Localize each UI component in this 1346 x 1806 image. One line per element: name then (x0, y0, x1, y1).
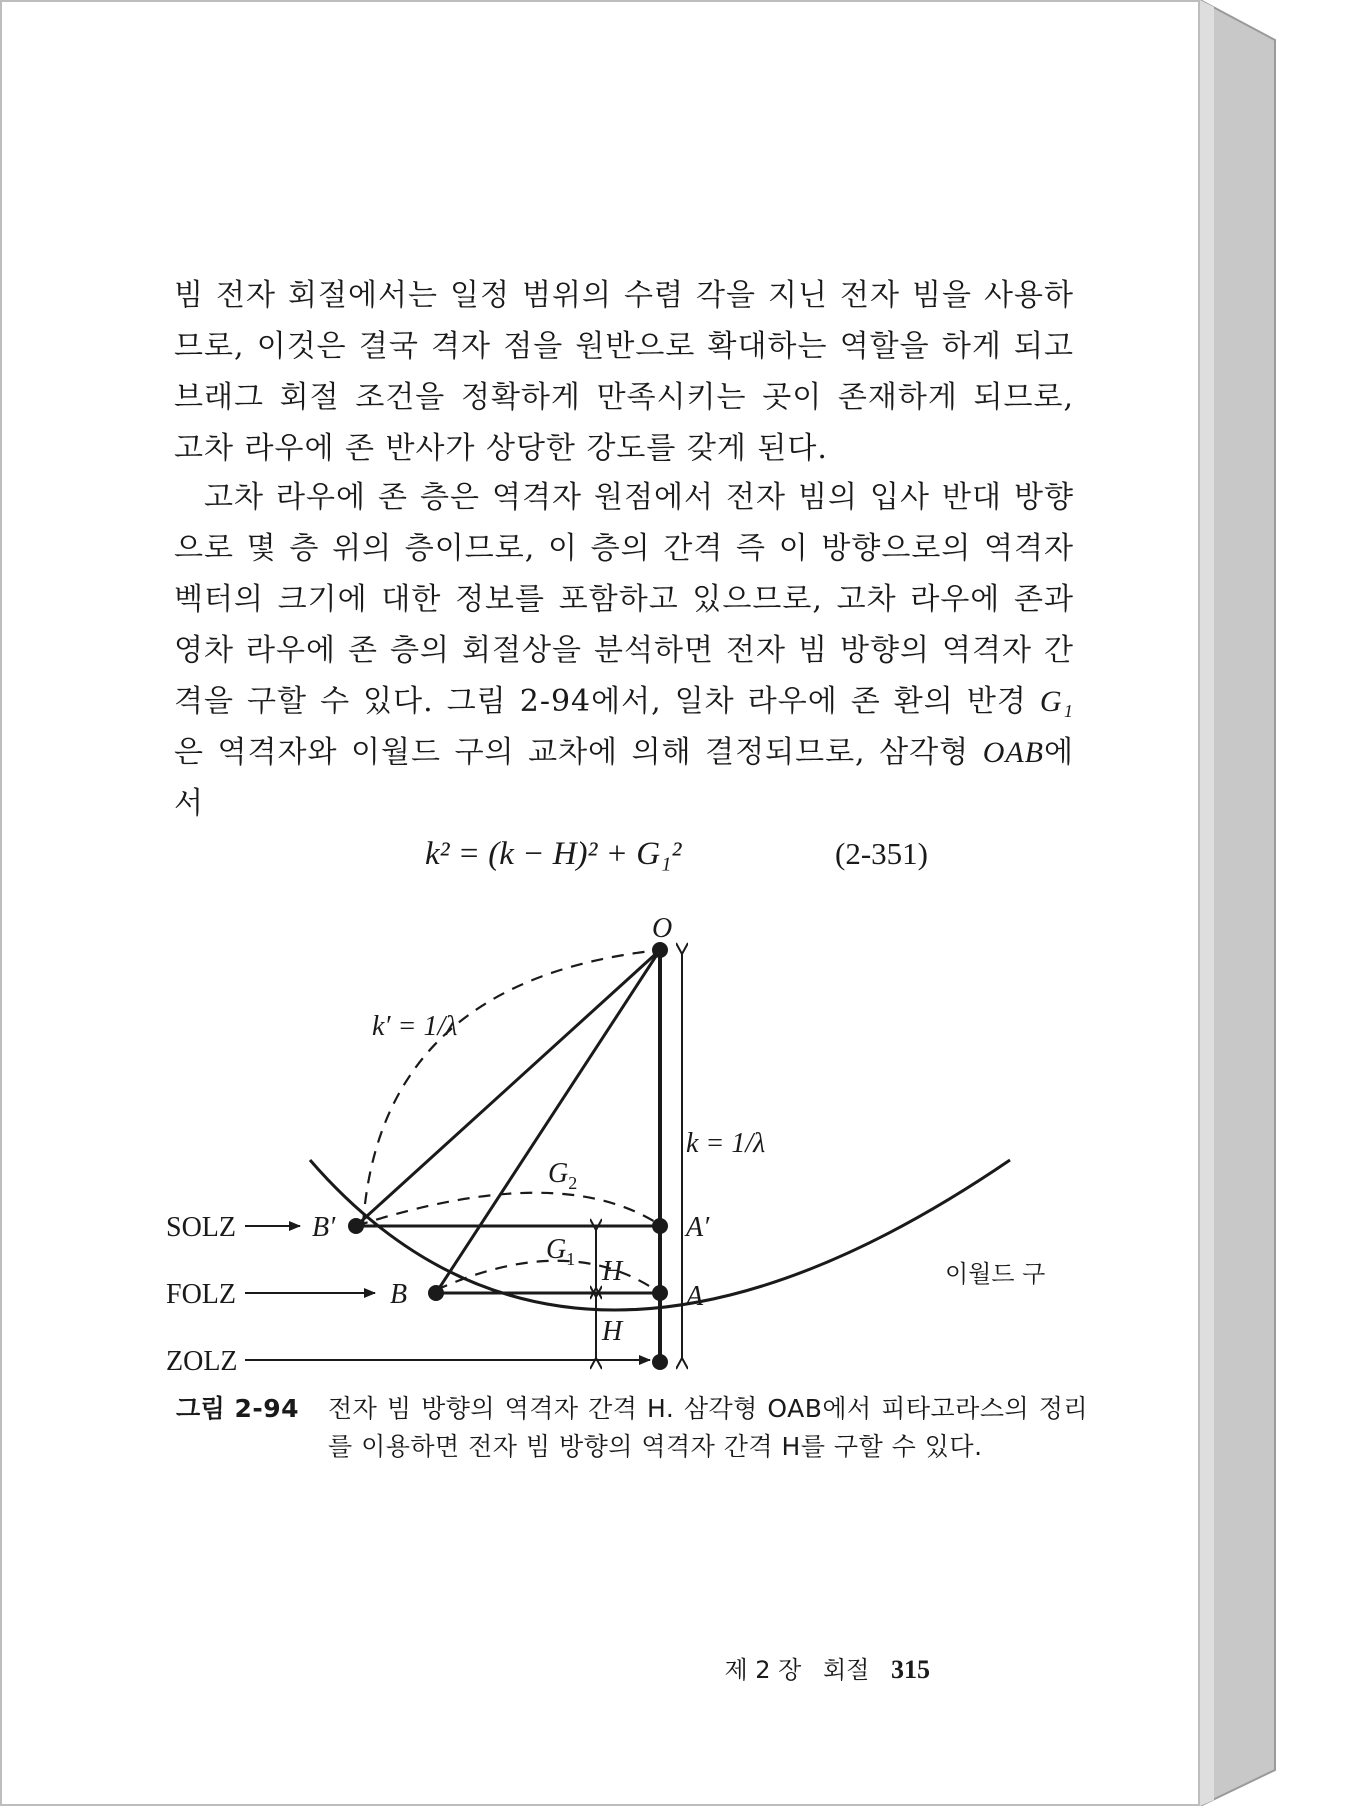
label-zolz: ZOLZ (166, 1346, 238, 1377)
page-footer (710, 1650, 930, 1685)
label-g2-sub: 2 (568, 1173, 578, 1193)
body-paragraph-1: 빔 전자 회절에서는 일정 범위의 수렴 각을 지닌 전자 빔을 사용하므로, 이것은 결국 격자 점을 원반으로 확대하는 역할을 하게 되고 브래그 회절 조건을 정확하게 만족시키는 곳이 존재하게 되므로, 고차 라우에 존 반사가 상당한 강도를 갖게 된다. (174, 278, 1074, 466)
label-o: O (652, 913, 673, 944)
label-g2-letter: G (548, 1158, 569, 1189)
label-h-upper: H (602, 1256, 623, 1287)
footer-title: 회절 (822, 1656, 870, 1684)
paragraph2-text-1: 고차 라우에 존 층은 역격자 원점에서 전자 빔의 입사 반대 방향으로 몇 층 위의 층이므로, 이 층의 간격 즉 이 방향으로의 역격자 벡터의 크기에 대한 정보를 포함하고 있으므로, 고차 라우에 존과 영차 라우에 존 층의 회절상을 분석하면 전자 빔 방향의 역격자 간격을 구할 수 있다. 그림 2-94에서, 일차 라우에 존 환의 반경 (174, 480, 1074, 719)
label-ewald-sphere: 이월드 구 (945, 1260, 1046, 1288)
page-number: 315 (891, 1655, 930, 1684)
label-g1 (546, 1234, 575, 1269)
g2-dashed-arc (356, 1193, 660, 1226)
label-a-prime: A′ (686, 1212, 710, 1243)
label-b: B (390, 1279, 408, 1310)
equation-number: (2-351) (835, 836, 928, 871)
caption-label: 그림 2-94 (176, 1394, 300, 1423)
point-a (652, 1285, 668, 1301)
point-a-prime (652, 1218, 668, 1234)
label-h-lower: H (602, 1316, 623, 1347)
point-b-prime (348, 1218, 364, 1234)
paragraph2-text-2: 은 역격자와 이월드 구의 교차에 의해 결정되므로, 삼각형 (174, 735, 983, 770)
label-g1-letter: G (546, 1234, 567, 1265)
equation: k² = (k − H)² + G₁² (425, 836, 682, 872)
ewald-sphere-figure (160, 900, 1080, 1380)
footer-chapter: 제 2 장 (724, 1656, 802, 1684)
label-k-prime: k′ = 1/λ (372, 1011, 458, 1042)
label-b-prime: B′ (312, 1212, 336, 1243)
point-o (652, 942, 668, 958)
body-paragraph-2 (174, 472, 1074, 829)
label-folz: FOLZ (166, 1279, 236, 1310)
caption-text: 전자 빔 방향의 역격자 간격 H. 삼각형 OAB에서 피타고라스의 정리를 이용하면 전자 빔 방향의 역격자 간격 H를 구할 수 있다. (328, 1394, 1088, 1461)
math-g1: G₁ (1039, 685, 1074, 718)
point-b (428, 1285, 444, 1301)
paragraph2-text-3: 에서 (174, 735, 1074, 821)
label-g1-sub: 1 (566, 1249, 576, 1269)
math-oab: OAB (982, 736, 1045, 769)
label-a: A (686, 1281, 704, 1312)
g1-dashed-arc (436, 1261, 660, 1293)
label-solz: SOLZ (166, 1212, 236, 1243)
point-zero (652, 1354, 668, 1370)
label-k: k = 1/λ (686, 1128, 766, 1159)
label-g2 (548, 1158, 577, 1193)
